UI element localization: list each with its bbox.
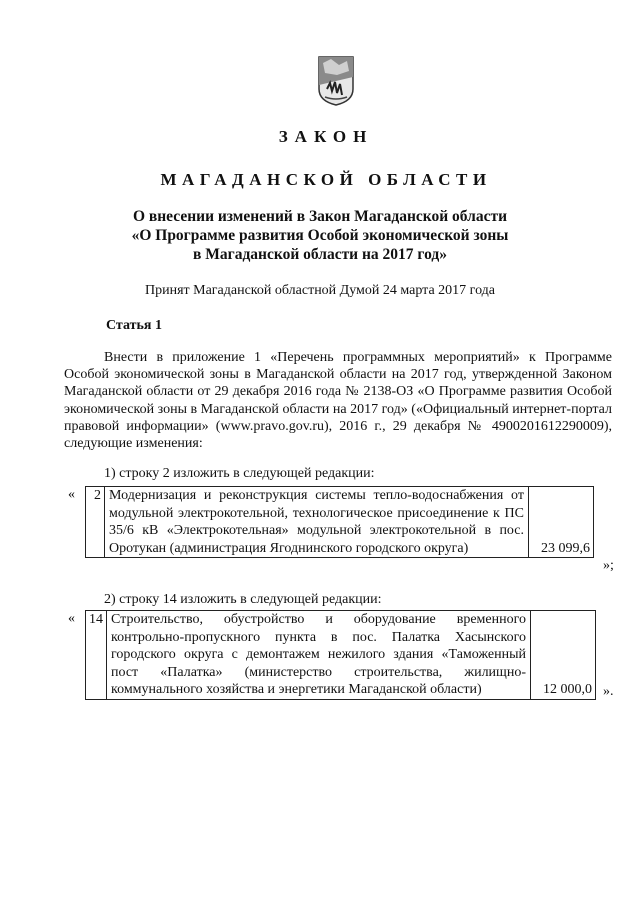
coat-of-arms-emblem [317, 55, 355, 107]
law-title-line: в Магаданской области на 2017 год» [193, 246, 447, 263]
amendment-instruction: 2) строку 14 изложить в следующей редакции: [104, 592, 382, 607]
open-quote: « [68, 487, 75, 502]
amendment-table [85, 486, 594, 558]
description-cell: Модернизация и реконструкция системы тепло-водоснабжения от модульной электрокотельной, технологическое присоединение к ПС 35/6 кВ «Электрокотельная» модульной электрокотельной в пос. Оротукан (администрация Ягоднинского городского округа) [105, 487, 529, 558]
law-title-line: «О Программе развития Особой экономической зоны [131, 227, 509, 244]
close-quote: ». [603, 684, 614, 699]
row-number-cell: 14 [86, 611, 107, 700]
table-row [86, 487, 594, 558]
law-heading: ЗАКОН [278, 127, 374, 146]
amount-cell: 12 000,0 [531, 611, 596, 700]
close-quote: »; [603, 558, 614, 573]
amount-cell: 23 099,6 [529, 487, 594, 558]
table-row [86, 611, 596, 700]
article-intro-paragraph: Внести в приложение 1 «Перечень программных мероприятий» к Программе Особой экономической зоны в Магаданской области на 2017 год, утвержденной Законом Магаданской области от 29 декабря 2016 года № 2138-ОЗ «О Программе развития Особой экономической зоны в Магаданской области на 2017 год» («Официальный интернет-портал правовой информации» (www.pravo.gov.ru), 2016 г., 29 декабря № 4900201612290009), следующие изменения: [64, 350, 612, 452]
region-heading: МАГАДАНСКОЙ ОБЛАСТИ [160, 170, 492, 189]
amendment-table [85, 610, 596, 700]
adoption-note: Принят Магаданской областной Думой 24 марта 2017 года [144, 283, 496, 298]
description-cell: Строительство, обустройство и оборудование временного контрольно-пропускного пункта в пос. Палатка Хасынского городского округа с демонтажем нежилого здания «Таможенный пост «Палатка» (министерство строительства, жилищно-коммунального хозяйства и энергетики Магаданской области) [107, 611, 531, 700]
law-title-line: О внесении изменений в Закон Магаданской области [132, 208, 508, 225]
amendment-instruction: 1) строку 2 изложить в следующей редакции: [104, 466, 375, 481]
article-heading: Статья 1 [106, 318, 162, 333]
open-quote: « [68, 611, 75, 626]
law-title [0, 207, 640, 264]
row-number-cell: 2 [86, 487, 105, 558]
